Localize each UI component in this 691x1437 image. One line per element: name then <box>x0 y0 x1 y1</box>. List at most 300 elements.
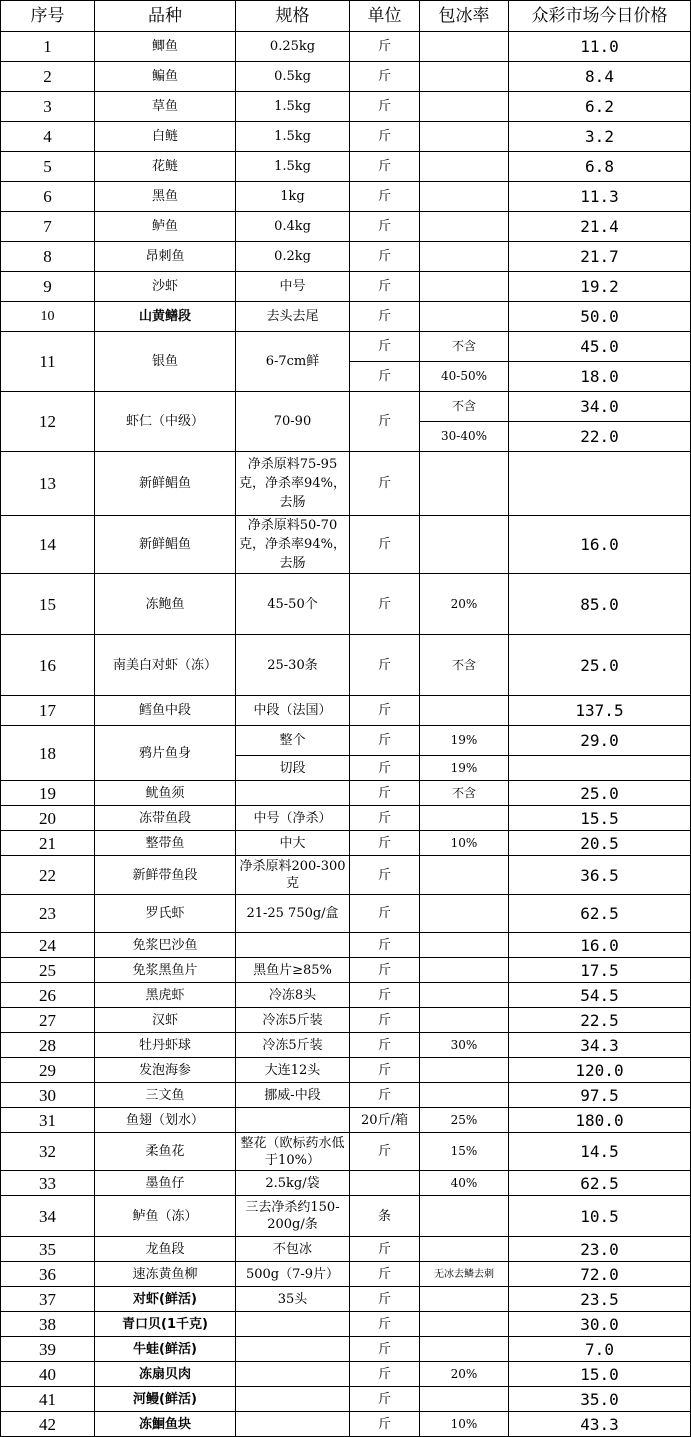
cell-seq: 5 <box>1 152 95 182</box>
cell-price: 137.5 <box>509 696 691 726</box>
cell-price: 97.5 <box>509 1083 691 1108</box>
cell-price: 54.5 <box>509 983 691 1008</box>
cell-ice: 不含 <box>420 332 509 362</box>
table-row <box>1 212 691 242</box>
table-row <box>1 856 691 895</box>
cell-price: 21.7 <box>509 242 691 272</box>
cell-ice <box>420 62 509 92</box>
cell-price: 25.0 <box>509 635 691 696</box>
table-row <box>1 781 691 806</box>
cell-spec: 2.5kg/袋 <box>236 1171 350 1196</box>
cell-price: 17.5 <box>509 958 691 983</box>
cell-unit: 斤 <box>350 182 420 212</box>
cell-ice: 10% <box>420 1412 509 1437</box>
cell-ice <box>420 1337 509 1362</box>
cell-ice: 不含 <box>420 392 509 422</box>
table-row <box>1 92 691 122</box>
cell-unit: 斤 <box>350 1337 420 1362</box>
cell-seq: 3 <box>1 92 95 122</box>
cell-unit: 斤 <box>350 895 420 933</box>
cell-seq: 38 <box>1 1312 95 1337</box>
cell-seq: 18 <box>1 726 95 781</box>
table-row <box>1 452 691 516</box>
cell-unit: 斤 <box>350 1237 420 1262</box>
table-row <box>1 332 691 362</box>
cell-spec <box>236 1312 350 1337</box>
cell-spec <box>236 1362 350 1387</box>
cell-unit: 斤 <box>350 1058 420 1083</box>
cell-unit: 斤 <box>350 806 420 831</box>
cell-seq: 21 <box>1 831 95 856</box>
cell-unit: 斤 <box>350 1287 420 1312</box>
cell-name: 冻鲍鱼 <box>95 574 236 635</box>
cell-seq: 30 <box>1 1083 95 1108</box>
cell-ice <box>420 1058 509 1083</box>
table-row <box>1 933 691 958</box>
cell-name: 花鲢 <box>95 152 236 182</box>
cell-seq: 42 <box>1 1412 95 1437</box>
cell-ice <box>420 272 509 302</box>
cell-seq: 6 <box>1 182 95 212</box>
cell-ice: 20% <box>420 1362 509 1387</box>
cell-price: 85.0 <box>509 574 691 635</box>
cell-spec: 去头去尾 <box>236 302 350 332</box>
cell-seq: 33 <box>1 1171 95 1196</box>
cell-name: 速冻黄鱼柳 <box>95 1262 236 1287</box>
cell-unit <box>350 1171 420 1196</box>
cell-unit: 斤 <box>350 302 420 332</box>
cell-unit: 斤 <box>350 1033 420 1058</box>
table-row <box>1 1008 691 1033</box>
cell-spec <box>236 1108 350 1133</box>
cell-unit: 斤 <box>350 62 420 92</box>
cell-ice: 25% <box>420 1108 509 1133</box>
cell-price: 15.0 <box>509 1362 691 1387</box>
cell-ice: 15% <box>420 1133 509 1171</box>
cell-seq: 9 <box>1 272 95 302</box>
cell-unit: 斤 <box>350 152 420 182</box>
cell-name: 白鲢 <box>95 122 236 152</box>
cell-ice: 20% <box>420 574 509 635</box>
cell-unit: 斤 <box>350 212 420 242</box>
cell-spec: 冷冻5斤装 <box>236 1033 350 1058</box>
cell-spec: 0.25kg <box>236 32 350 62</box>
cell-ice <box>420 856 509 895</box>
cell-seq: 7 <box>1 212 95 242</box>
cell-unit: 斤 <box>350 332 420 362</box>
cell-price: 72.0 <box>509 1262 691 1287</box>
cell-seq: 29 <box>1 1058 95 1083</box>
cell-price: 120.0 <box>509 1058 691 1083</box>
cell-name: 银鱼 <box>95 332 236 392</box>
cell-ice: 10% <box>420 831 509 856</box>
cell-seq: 35 <box>1 1237 95 1262</box>
cell-seq: 11 <box>1 332 95 392</box>
cell-spec: 中号 <box>236 272 350 302</box>
cell-spec: 35头 <box>236 1287 350 1312</box>
cell-name: 整带鱼 <box>95 831 236 856</box>
cell-price: 21.4 <box>509 212 691 242</box>
cell-price <box>509 756 691 781</box>
cell-price: 35.0 <box>509 1387 691 1412</box>
cell-spec: 6-7cm鲜 <box>236 332 350 392</box>
cell-ice <box>420 32 509 62</box>
table-row <box>1 182 691 212</box>
cell-name: 沙虾 <box>95 272 236 302</box>
cell-name: 黑虎虾 <box>95 983 236 1008</box>
cell-seq: 40 <box>1 1362 95 1387</box>
cell-ice <box>420 933 509 958</box>
cell-name: 发泡海参 <box>95 1058 236 1083</box>
cell-price: 25.0 <box>509 781 691 806</box>
table-row <box>1 1312 691 1337</box>
cell-spec <box>236 1387 350 1412</box>
cell-seq: 10 <box>1 302 95 332</box>
cell-spec <box>236 1337 350 1362</box>
cell-price: 10.5 <box>509 1196 691 1237</box>
cell-unit: 斤 <box>350 242 420 272</box>
cell-name: 鳕鱼中段 <box>95 696 236 726</box>
cell-unit: 斤 <box>350 122 420 152</box>
cell-seq: 24 <box>1 933 95 958</box>
table-row <box>1 696 691 726</box>
cell-unit: 斤 <box>350 933 420 958</box>
cell-name: 新鲜鲳鱼 <box>95 452 236 516</box>
cell-ice: 19% <box>420 726 509 756</box>
cell-unit: 斤 <box>350 92 420 122</box>
cell-ice <box>420 516 509 574</box>
cell-unit: 斤 <box>350 362 420 392</box>
table-row <box>1 1058 691 1083</box>
table-row <box>1 1337 691 1362</box>
cell-price: 23.0 <box>509 1237 691 1262</box>
cell-price: 23.5 <box>509 1287 691 1312</box>
table-row <box>1 1387 691 1412</box>
cell-seq: 26 <box>1 983 95 1008</box>
table-row <box>1 1287 691 1312</box>
cell-price: 15.5 <box>509 806 691 831</box>
cell-spec: 中号（净杀） <box>236 806 350 831</box>
table-row <box>1 1412 691 1437</box>
cell-price: 34.3 <box>509 1033 691 1058</box>
cell-ice <box>420 122 509 152</box>
cell-ice <box>420 1312 509 1337</box>
cell-price: 16.0 <box>509 516 691 574</box>
cell-unit: 斤 <box>350 1133 420 1171</box>
cell-ice <box>420 696 509 726</box>
cell-spec: 1.5kg <box>236 92 350 122</box>
cell-name: 对虾(鲜活) <box>95 1287 236 1312</box>
cell-spec: 净杀原料75-95克，净杀率94%，去肠 <box>236 452 350 516</box>
table-row <box>1 122 691 152</box>
cell-spec <box>236 933 350 958</box>
cell-spec: 21-25 750g/盒 <box>236 895 350 933</box>
cell-name: 虾仁（中级） <box>95 392 236 452</box>
table-row <box>1 152 691 182</box>
cell-name: 南美白对虾（冻） <box>95 635 236 696</box>
cell-seq: 12 <box>1 392 95 452</box>
cell-price: 7.0 <box>509 1337 691 1362</box>
cell-seq: 32 <box>1 1133 95 1171</box>
cell-name: 昂刺鱼 <box>95 242 236 272</box>
cell-seq: 15 <box>1 574 95 635</box>
header-ice: 包冰率 <box>420 1 509 32</box>
cell-unit: 斤 <box>350 272 420 302</box>
cell-price: 22.0 <box>509 422 691 452</box>
cell-seq: 22 <box>1 856 95 895</box>
cell-name: 新鲜带鱼段 <box>95 856 236 895</box>
cell-name: 牡丹虾球 <box>95 1033 236 1058</box>
cell-ice <box>420 806 509 831</box>
cell-ice <box>420 983 509 1008</box>
cell-name: 新鲜鲳鱼 <box>95 516 236 574</box>
cell-ice <box>420 242 509 272</box>
cell-price: 20.5 <box>509 831 691 856</box>
cell-spec: 冷冻8头 <box>236 983 350 1008</box>
cell-spec: 70-90 <box>236 392 350 452</box>
cell-spec: 不包冰 <box>236 1237 350 1262</box>
cell-unit: 斤 <box>350 781 420 806</box>
cell-price: 6.2 <box>509 92 691 122</box>
table-row <box>1 272 691 302</box>
cell-ice <box>420 152 509 182</box>
cell-ice: 30-40% <box>420 422 509 452</box>
table-row <box>1 831 691 856</box>
cell-name: 柔鱼花 <box>95 1133 236 1171</box>
cell-seq: 16 <box>1 635 95 696</box>
cell-spec: 中段（法国） <box>236 696 350 726</box>
cell-spec: 45-50个 <box>236 574 350 635</box>
cell-name: 山黄鳝段 <box>95 302 236 332</box>
cell-seq: 28 <box>1 1033 95 1058</box>
cell-spec: 整花（欧标药水低于10%） <box>236 1133 350 1171</box>
cell-seq: 25 <box>1 958 95 983</box>
table-row <box>1 1171 691 1196</box>
table-row <box>1 1033 691 1058</box>
cell-name: 鱿鱼须 <box>95 781 236 806</box>
table-row <box>1 635 691 696</box>
cell-price: 16.0 <box>509 933 691 958</box>
cell-unit: 斤 <box>350 574 420 635</box>
cell-name: 墨鱼仔 <box>95 1171 236 1196</box>
cell-name: 免浆黑鱼片 <box>95 958 236 983</box>
cell-spec: 500g（7-9片） <box>236 1262 350 1287</box>
cell-name: 鳊鱼 <box>95 62 236 92</box>
table-row <box>1 1108 691 1133</box>
cell-seq: 1 <box>1 32 95 62</box>
cell-name: 黑鱼 <box>95 182 236 212</box>
cell-ice <box>420 1083 509 1108</box>
cell-name: 冻扇贝肉 <box>95 1362 236 1387</box>
table-row <box>1 242 691 272</box>
cell-price <box>509 452 691 516</box>
cell-ice <box>420 1287 509 1312</box>
cell-ice: 不含 <box>420 635 509 696</box>
header-name: 品种 <box>95 1 236 32</box>
cell-price: 50.0 <box>509 302 691 332</box>
cell-spec: 1.5kg <box>236 122 350 152</box>
cell-spec: 25-30条 <box>236 635 350 696</box>
table-row <box>1 983 691 1008</box>
cell-spec: 切段 <box>236 756 350 781</box>
cell-unit: 斤 <box>350 516 420 574</box>
cell-name: 罗氏虾 <box>95 895 236 933</box>
cell-seq: 17 <box>1 696 95 726</box>
cell-price: 43.3 <box>509 1412 691 1437</box>
cell-seq: 23 <box>1 895 95 933</box>
cell-price: 11.0 <box>509 32 691 62</box>
table-row <box>1 1237 691 1262</box>
cell-spec: 0.5kg <box>236 62 350 92</box>
cell-spec: 冷冻5斤装 <box>236 1008 350 1033</box>
cell-ice <box>420 182 509 212</box>
table-row <box>1 302 691 332</box>
cell-unit: 斤 <box>350 856 420 895</box>
table-row <box>1 726 691 756</box>
header-row <box>1 1 691 32</box>
cell-ice <box>420 1387 509 1412</box>
cell-name: 鸦片鱼身 <box>95 726 236 781</box>
cell-ice <box>420 895 509 933</box>
cell-unit: 斤 <box>350 1387 420 1412</box>
cell-name: 鲫鱼 <box>95 32 236 62</box>
cell-ice <box>420 1237 509 1262</box>
cell-spec: 0.4kg <box>236 212 350 242</box>
cell-seq: 4 <box>1 122 95 152</box>
cell-ice <box>420 452 509 516</box>
cell-seq: 20 <box>1 806 95 831</box>
table-row <box>1 62 691 92</box>
cell-price: 29.0 <box>509 726 691 756</box>
cell-unit: 斤 <box>350 983 420 1008</box>
cell-ice <box>420 302 509 332</box>
table-row <box>1 1083 691 1108</box>
cell-name: 龙鱼段 <box>95 1237 236 1262</box>
cell-seq: 19 <box>1 781 95 806</box>
table-row <box>1 895 691 933</box>
table-row <box>1 574 691 635</box>
cell-unit: 斤 <box>350 452 420 516</box>
table-row <box>1 392 691 422</box>
cell-spec <box>236 781 350 806</box>
cell-name: 鲈鱼（冻） <box>95 1196 236 1237</box>
table-row <box>1 1262 691 1287</box>
cell-seq: 36 <box>1 1262 95 1287</box>
cell-unit: 条 <box>350 1196 420 1237</box>
table-row <box>1 32 691 62</box>
cell-ice <box>420 92 509 122</box>
cell-ice: 30% <box>420 1033 509 1058</box>
cell-ice <box>420 1008 509 1033</box>
cell-spec: 黑鱼片≥85% <box>236 958 350 983</box>
cell-price: 11.3 <box>509 182 691 212</box>
header-seq: 序号 <box>1 1 95 32</box>
cell-unit: 斤 <box>350 32 420 62</box>
cell-spec: 三去净杀约150-200g/条 <box>236 1196 350 1237</box>
cell-price: 180.0 <box>509 1108 691 1133</box>
cell-name: 河鳗(鲜活) <box>95 1387 236 1412</box>
cell-spec: 大连12头 <box>236 1058 350 1083</box>
cell-price: 62.5 <box>509 895 691 933</box>
cell-unit: 斤 <box>350 1262 420 1287</box>
cell-unit: 20斤/箱 <box>350 1108 420 1133</box>
cell-unit: 斤 <box>350 635 420 696</box>
cell-spec: 1.5kg <box>236 152 350 182</box>
cell-price: 3.2 <box>509 122 691 152</box>
cell-price: 34.0 <box>509 392 691 422</box>
header-price: 众彩市场今日价格 <box>509 1 691 32</box>
table-row <box>1 958 691 983</box>
cell-ice: 不含 <box>420 781 509 806</box>
cell-ice: 40-50% <box>420 362 509 392</box>
cell-ice <box>420 1196 509 1237</box>
cell-name: 青口贝(1千克) <box>95 1312 236 1337</box>
cell-price: 19.2 <box>509 272 691 302</box>
header-spec: 规格 <box>236 1 350 32</box>
cell-price: 62.5 <box>509 1171 691 1196</box>
cell-seq: 39 <box>1 1337 95 1362</box>
table-row <box>1 516 691 574</box>
cell-name: 鲈鱼 <box>95 212 236 242</box>
cell-price: 36.5 <box>509 856 691 895</box>
table-row <box>1 1133 691 1171</box>
cell-name: 汉虾 <box>95 1008 236 1033</box>
cell-ice: 19% <box>420 756 509 781</box>
cell-name: 草鱼 <box>95 92 236 122</box>
cell-spec: 净杀原料50-70克，净杀率94%，去肠 <box>236 516 350 574</box>
cell-spec: 中大 <box>236 831 350 856</box>
cell-price: 45.0 <box>509 332 691 362</box>
cell-seq: 34 <box>1 1196 95 1237</box>
cell-unit: 斤 <box>350 958 420 983</box>
cell-spec: 整个 <box>236 726 350 756</box>
cell-ice <box>420 212 509 242</box>
cell-price: 18.0 <box>509 362 691 392</box>
cell-spec: 净杀原料200-300克 <box>236 856 350 895</box>
cell-price: 14.5 <box>509 1133 691 1171</box>
cell-spec: 1kg <box>236 182 350 212</box>
cell-name: 冻鮰鱼块 <box>95 1412 236 1437</box>
table-row <box>1 806 691 831</box>
cell-seq: 13 <box>1 452 95 516</box>
cell-seq: 2 <box>1 62 95 92</box>
cell-name: 免浆巴沙鱼 <box>95 933 236 958</box>
cell-seq: 31 <box>1 1108 95 1133</box>
cell-spec <box>236 1412 350 1437</box>
cell-name: 鱼翅（划水） <box>95 1108 236 1133</box>
cell-unit: 斤 <box>350 1083 420 1108</box>
cell-price: 30.0 <box>509 1312 691 1337</box>
cell-unit: 斤 <box>350 392 420 452</box>
table-row <box>1 1362 691 1387</box>
cell-price: 22.5 <box>509 1008 691 1033</box>
cell-ice <box>420 958 509 983</box>
cell-ice: 40% <box>420 1171 509 1196</box>
cell-name: 冻带鱼段 <box>95 806 236 831</box>
table-row <box>1 1196 691 1237</box>
cell-unit: 斤 <box>350 696 420 726</box>
cell-seq: 14 <box>1 516 95 574</box>
cell-unit: 斤 <box>350 831 420 856</box>
cell-spec: 0.2kg <box>236 242 350 272</box>
cell-unit: 斤 <box>350 1412 420 1437</box>
cell-unit: 斤 <box>350 1312 420 1337</box>
cell-unit: 斤 <box>350 756 420 781</box>
header-unit: 单位 <box>350 1 420 32</box>
cell-name: 牛蛙(鲜活) <box>95 1337 236 1362</box>
cell-price: 6.8 <box>509 152 691 182</box>
cell-unit: 斤 <box>350 726 420 756</box>
